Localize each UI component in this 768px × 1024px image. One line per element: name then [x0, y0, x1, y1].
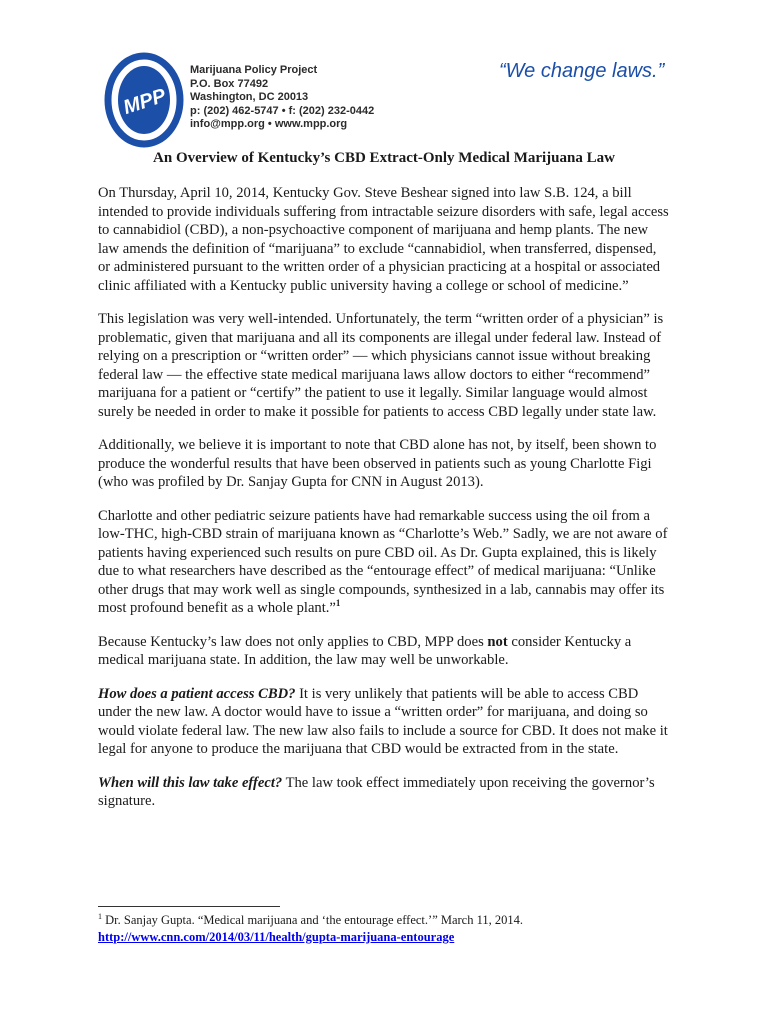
qa-1	[98, 685, 672, 759]
footnote-link[interactable]: http://www.cnn.com/2014/03/11/health/gupta-marijuana-entourage	[98, 930, 455, 944]
org-name: Marijuana Policy Project	[190, 64, 318, 76]
paragraph-5	[98, 633, 672, 670]
paragraph-3: Additionally, we believe it is important to note that CBD alone has not, by itself, been shown to produce the wonderful results that have been observed in patients such as young Charlotte Figi (who was profiled by Dr. Sanjay Gupta for CNN in August 2013).	[98, 437, 657, 490]
org-phone-fax: p: (202) 462-5747 • f: (202) 232-0442	[190, 104, 375, 117]
paragraph-4	[98, 507, 672, 618]
qa-2	[98, 774, 672, 811]
org-po-box: P.O. Box 77492	[190, 77, 269, 90]
footnote-ref[interactable]: 1	[335, 598, 341, 609]
qa-2-question: When will this law take effect?	[98, 774, 283, 791]
qa-1-question: How does a patient access CBD?	[98, 685, 296, 702]
footnote	[98, 912, 523, 946]
qa-2-answer: The law took effect immediately upon receiving the governor’s signature.	[98, 774, 655, 809]
document-body	[98, 184, 672, 826]
paragraph-2: This legislation was very well-intended. Unfortunately, the term “written order of a physician” is problematic, given that marijuana and all its components are illegal under federal law. Instead of relying on a prescription or “written order” — which physicians cannot issue without breaking federal law — the effective state medical marijuana laws allow doctors to either “recommend” marijuana for a patient or “certify” the patient to use it legally. Similar language would almost surely be needed in order to make it possible for patients to access CBD legally under state law.	[98, 311, 664, 420]
paragraph-5-before: Because Kentucky’s law does not only applies to CBD, MPP does	[98, 633, 488, 650]
paragraph-4-text: Charlotte and other pediatric seizure patients have had remarkable success using the oil from a low-THC, high-CBD strain of marijuana known as “Charlotte’s Web.” Sadly, we are not aware of patients having experienced such results on pure CBD oil. As Dr. Gupta explained, this is likely due to what researchers have described as the “entourage effect” of medical marijuana: “Unlike other drugs that may work well as single compounds, synthesized in a lab, cannabis may offer its most profound benefit as a whole plant.”	[98, 507, 668, 616]
footnote-marker: 1	[98, 911, 102, 921]
logo-text: MPP	[120, 84, 169, 120]
mpp-logo	[104, 52, 184, 148]
tagline: “We change laws.”	[499, 60, 665, 82]
footnote-line	[98, 912, 523, 929]
org-address-block	[190, 64, 374, 132]
org-email-web: info@mpp.org • www.mpp.org	[190, 118, 348, 130]
footnote-text: Dr. Sanjay Gupta. “Medical marijuana and ‘the entourage effect.’” March 11, 2014.	[102, 913, 524, 927]
qa-1-answer: It is very unlikely that patients will be able to access CBD under the new law. A doctor would have to issue a “written order” for marijuana, and doing so would violate federal law. The new law also fails to include a source for CBD. It does not make it legal for anyone to produce the marijuana that CBD would be extracted from in the state.	[98, 685, 668, 757]
document-title: An Overview of Kentucky’s CBD Extract-Only Medical Marijuana Law	[153, 150, 615, 166]
paragraph-5-bold: not	[487, 633, 508, 650]
paragraph-1: On Thursday, April 10, 2014, Kentucky Gov. Steve Beshear signed into law S.B. 124, a bill intended to provide individuals suffering from intractable seizure disorders with safe, legal access to cannabidiol (CBD), a non-psychoactive component of marijuana and hemp plants. The new law amends the definition of “marijuana” to exclude “cannabidiol, when transferred, dispensed, or administered pursuant to the written order of a physician practicing at a hospital or associated clinic affiliated with a Kentucky public university having a college or school of medicine.”	[98, 185, 669, 294]
org-city: Washington, DC 20013	[190, 91, 309, 103]
paragraph-5-after: consider Kentucky a medical marijuana state. In addition, the law may well be unworkable.	[98, 633, 632, 668]
footnote-divider	[98, 906, 280, 907]
